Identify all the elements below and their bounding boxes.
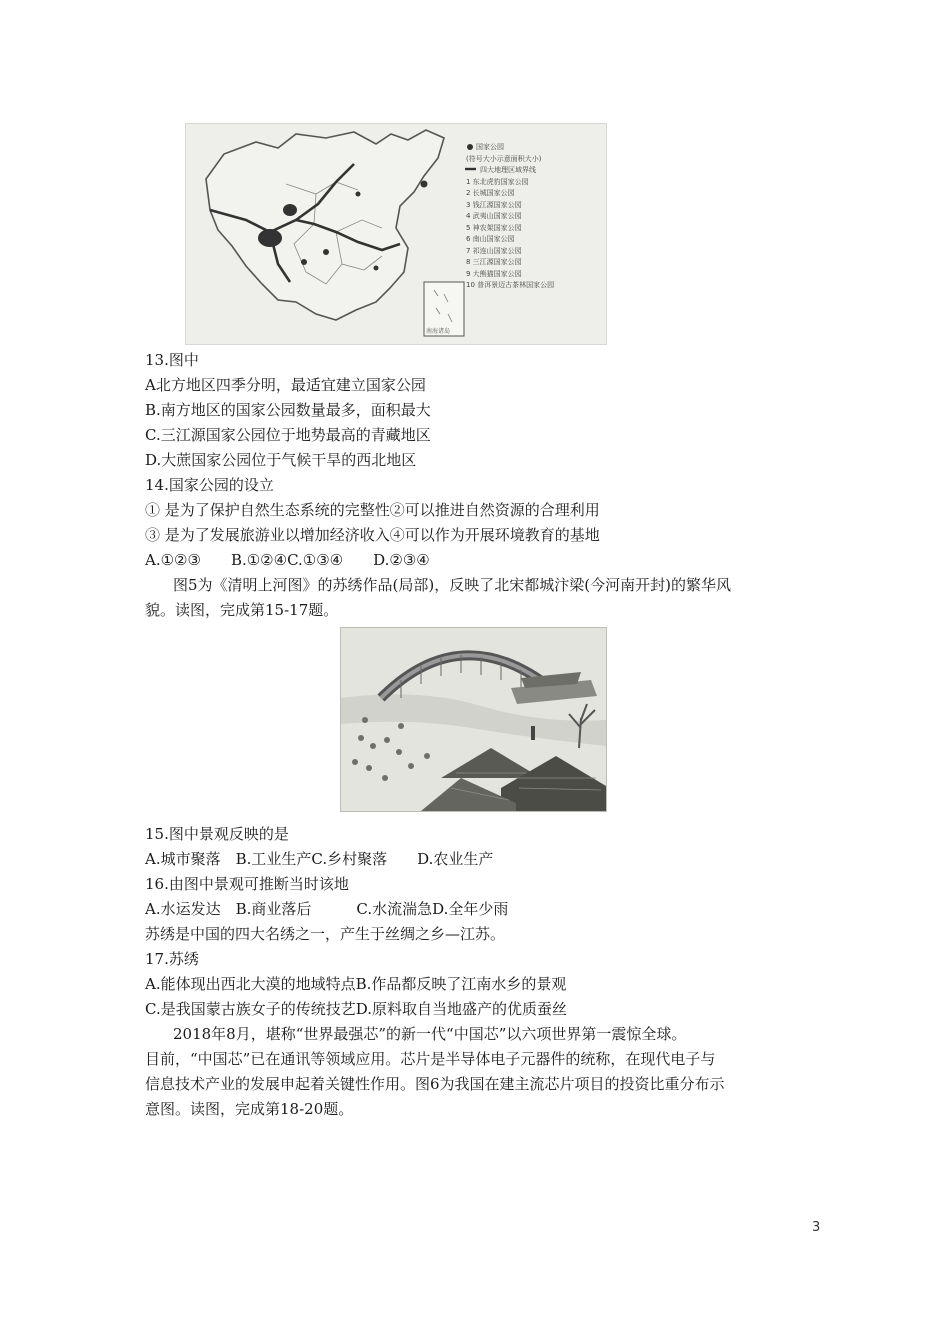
q17-options-ab: A.能体现出西北大漠的地域特点B.作品都反映了江南水乡的景观 bbox=[145, 975, 567, 993]
q13-option-a: A北方地区四季分明，最适宜建立国家公园 bbox=[145, 376, 426, 394]
map-legend bbox=[466, 142, 554, 292]
q16-options: A.水运发达 B.商业落后 C.水流湍急D.全年少雨 bbox=[145, 900, 509, 918]
q14-statements-1: ① 是为了保护自然生态系统的完整性②可以推进自然资源的合理利用 bbox=[145, 501, 600, 519]
park-marker-sanjiangyuan bbox=[258, 229, 282, 247]
q14-options: A.①②③ B.①②④C.①③④ D.②③④ bbox=[145, 551, 430, 569]
q14-stem: 14.国家公园的设立 bbox=[145, 476, 274, 494]
q13-option-b: B.南方地区的国家公园数量最多，面积最大 bbox=[145, 401, 431, 419]
legend-park-2: 2 长城国家公园 bbox=[466, 189, 515, 197]
q17-options-cd: C.是我国蒙古族女子的传统技艺D.原料取自当地盛产的优质蚕丝 bbox=[145, 1000, 567, 1018]
park-marker-wuyishan bbox=[374, 266, 379, 271]
park-marker-northeast bbox=[421, 181, 428, 188]
legend-park-5: 5 神农架国家公园 bbox=[466, 223, 522, 232]
page-number: 3 bbox=[812, 1220, 821, 1235]
q13-option-c: C.三江源国家公园位于地势最高的青藏地区 bbox=[145, 426, 431, 444]
park-marker-giant-panda bbox=[301, 259, 307, 265]
intro-18-line2: 目前，“中国芯”已在通讯等领域应用。芯片是半导体电子元器件的统称，在现代电子与 bbox=[145, 1050, 716, 1068]
national-parks-map bbox=[185, 123, 607, 345]
q14-statements-2: ③ 是为了发展旅游业以增加经济收入④可以作为开展环境教育的基地 bbox=[145, 526, 600, 544]
q13-stem: 13.图中 bbox=[145, 351, 199, 369]
legend-park-9: 9 大熊猫国家公园 bbox=[466, 269, 522, 278]
legend-park-8: 8 三江源国家公园 bbox=[466, 258, 522, 266]
intro-15-line1: 图5为《清明上河图》的苏绣作品(局部)，反映了北宋都城汴梁(今河南开封)的繁华风 bbox=[173, 576, 731, 594]
park-marker-qilianshan bbox=[283, 204, 297, 216]
intro-15-line2: 貌。读图，完成第15-17题。 bbox=[145, 601, 339, 619]
legend-park-7: 7 祁连山国家公园 bbox=[466, 246, 522, 255]
legend-park-6: 6 南山国家公园 bbox=[466, 235, 515, 243]
q17-stem: 17.苏绣 bbox=[145, 950, 199, 968]
intro-18-line4: 意图。读图，完成第18-20题。 bbox=[145, 1100, 354, 1118]
q16-stem: 16.由图中景观可推断当时该地 bbox=[145, 875, 349, 893]
embroidery-illustration bbox=[341, 628, 606, 811]
country-border bbox=[206, 130, 444, 320]
q15-stem: 15.图中景观反映的是 bbox=[145, 825, 289, 843]
legend-park-3: 3 钱江源国家公园 bbox=[466, 200, 522, 209]
intro-18-line1: 2018年8月，堪称“世界最强芯”的新一代“中国芯”以六项世界第一震惊全球。 bbox=[173, 1025, 687, 1043]
q15-options: A.城市聚落 B.工业生产C.乡村聚落 D.农业生产 bbox=[145, 850, 494, 868]
legend-park-1: 1 东北虎豹国家公园 bbox=[466, 177, 529, 186]
q13-option-d: D.大蔗国家公园位于气候干旱的西北地区 bbox=[145, 451, 417, 469]
intro-18-line3: 信息技术产业的发展申起着关键性作用。图6为我国在建主流芯片项目的投资比重分布示 bbox=[145, 1075, 725, 1093]
legend-park-label: 国家公园 bbox=[476, 143, 504, 151]
park-marker-shennongjia bbox=[323, 249, 329, 255]
legend-park-note: (符号大小示意面积大小) bbox=[466, 154, 542, 163]
legend-park-10: 10 普洱景迈古茶林国家公园 bbox=[466, 281, 555, 289]
park-marker-changcheng bbox=[356, 192, 361, 197]
suxiu-note: 苏绣是中国的四大名绣之一，产生于丝绸之乡—江苏。 bbox=[145, 925, 506, 943]
inset-label: 南海诸岛 bbox=[426, 328, 451, 335]
qingming-embroidery-image bbox=[340, 627, 607, 812]
legend-park-4: 4 武夷山国家公园 bbox=[466, 212, 522, 220]
legend-boundary-label: 四大地理区域界线 bbox=[480, 166, 536, 174]
